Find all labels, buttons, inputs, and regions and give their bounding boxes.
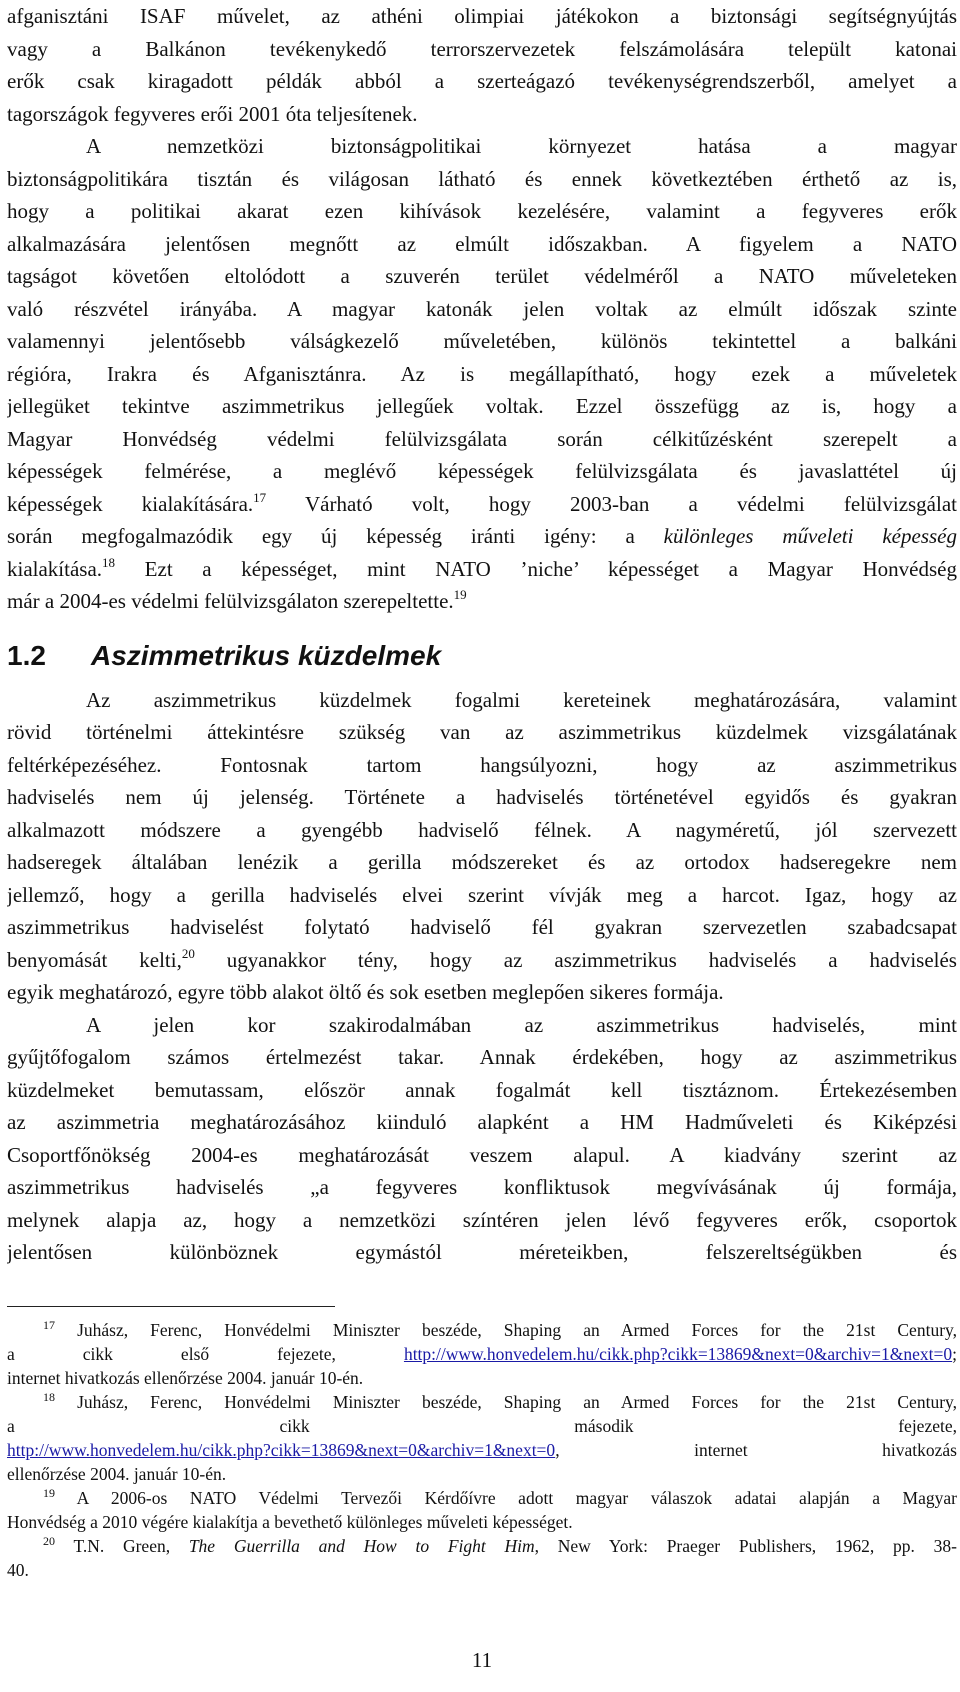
footnote-number: 20 — [43, 1534, 55, 1548]
footnote-20 — [7, 1534, 957, 1582]
text-line: vagy a Balkánon tevékenykedő terrorszervezetek felszámolására települt katonai — [7, 36, 957, 61]
text-line: gyűjtőfogalom számos értelmezést takar. Annak érdekében, hogy az aszimmetrikus — [7, 1045, 957, 1069]
footnote-number: 17 — [43, 1318, 55, 1332]
footnote-ref-19[interactable]: 19 — [453, 587, 467, 602]
text-span: Juhász, Ferenc, Honvédelmi Miniszter beszéde, Shaping an Armed Forces for the 21st Century, — [77, 1320, 957, 1340]
text-span: Várható volt, hogy 2003-ban a védelmi felülvizsgálat — [266, 491, 957, 516]
footnote-ref-17[interactable]: 17 — [253, 489, 267, 505]
text-line: afganisztáni ISAF művelet, az athéni olimpiai játékokon a biztonsági segítségnyújtás — [7, 4, 957, 28]
text-span: a cikk első fejezete, — [7, 1344, 404, 1364]
footnote-number: 19 — [43, 1486, 55, 1500]
text-line: valamennyi jelentősebb válságkezelő műveletében, különös tekintettel a balkáni — [7, 329, 957, 353]
footnote-17 — [7, 1318, 957, 1390]
text-line: képességek felmérése, a meglévő képességek felülvizsgálata és javaslattétel új — [7, 459, 957, 483]
section-title: Aszimmetrikus küzdelmek — [91, 639, 442, 671]
footnote-link[interactable]: http://www.honvedelem.hu/cikk.php?cikk=13869&next=0&archiv=1&next=0 — [403, 1344, 953, 1364]
page-number: 11 — [471, 1648, 493, 1672]
text-line — [7, 520, 957, 553]
text-line — [7, 944, 957, 977]
text-span: A 2006-os NATO Védelmi Tervezői Kérdőívre adott magyar válaszok adatai alapján a Magyar — [76, 1488, 957, 1508]
text-line: alkalmazására jelentősen megnőtt az elmúlt időszakban. A figyelem a NATO — [7, 231, 957, 256]
text-line: jelentősen különböznek egymástól méreteikben, felszereltségükben és — [7, 1240, 957, 1264]
footnote-ref-20[interactable]: 20 — [181, 945, 195, 961]
text-span: kialakítása. — [7, 556, 103, 581]
text-line: melynek alapja az, hogy a nemzetközi színtéren jelen lévő fegyveres erők, csoportok — [7, 1207, 957, 1232]
text-line: tagországok fegyveres erői 2001 óta teljesítenek. — [7, 101, 418, 126]
footnote-line — [7, 1342, 957, 1366]
text-line: tagságot követően eltolódott a szuverén terület védelméről a NATO műveleteken — [7, 264, 957, 288]
emphasis-text: különleges műveleti képesség — [663, 524, 957, 548]
text-line: rövid történelmi áttekintésre szükség van az aszimmetrikus küzdelmek vizsgálatának — [7, 720, 957, 744]
text-span: benyomását kelti, — [7, 947, 182, 972]
text-line: Magyar Honvédség védelmi felülvizsgálata során célkitűzésként szerepelt a — [7, 426, 957, 451]
text-span: ; — [952, 1344, 957, 1364]
text-line: Az aszimmetrikus küzdelmek fogalmi kereteinek meghatározására, valamint — [86, 687, 957, 712]
footnote-line: Honvédség a 2010 végére kialakítja a bevethető különleges műveleti képességet. — [7, 1512, 573, 1532]
footnote-line — [7, 1438, 957, 1462]
text-line: jellegüket tekintve aszimmetrikus jellegűek voltak. Ezzel összefügg az is, hogy a — [7, 394, 957, 418]
text-span: képességek kialakítására. — [7, 491, 254, 516]
footnote-line: a cikk második fejezete, — [7, 1416, 957, 1436]
footnote-line: 40. — [7, 1560, 29, 1580]
footnote-line: ellenőrzése 2004. január 10-én. — [7, 1464, 227, 1484]
footnotes — [7, 1318, 957, 1582]
text-span: , New York: Praeger Publishers, 1962, pp. 38- — [534, 1536, 957, 1556]
text-line: aszimmetrikus hadviselés „a fegyveres konfliktusok megvívásának új formája, — [7, 1175, 957, 1199]
book-title: The Guerrilla and How to Fight Him — [188, 1536, 535, 1556]
text-span: során megfogalmazódik egy új képesség iránti igény: a — [7, 524, 664, 548]
text-span: T.N. Green, — [73, 1536, 189, 1556]
footnote-18 — [7, 1390, 957, 1486]
text-line: hadviselés nem új jelenség. Története a hadviselés történetével egyidős és gyakran — [7, 785, 957, 809]
footnote-line: internet hivatkozás ellenőrzése 2004. január 10-én. — [7, 1368, 364, 1388]
text-line: hogy a politikai akarat ezen kihívások kezelésére, valamint a fegyveres erők — [7, 199, 957, 223]
text-line: biztonságpolitikára tisztán és világosan látható és ennek következtében érthető az is, — [7, 166, 957, 191]
text-line: régióra, Irakra és Afganisztánra. Az is megállapítható, hogy ezek a műveletek — [7, 361, 957, 386]
text-line: feltérképezéséhez. Fontosnak tartom hangsúlyozni, hogy az aszimmetrikus — [7, 752, 957, 777]
text-span: Ezt a képességet, mint NATO ’niche’ képességet a Magyar Honvédség — [115, 556, 957, 581]
footnote-19 — [7, 1486, 957, 1534]
text-line: erők csak kiragadott példák abból a szerteágazó tevékenységrendszerből, amelyet a — [7, 69, 957, 93]
text-line: Csoportfőnökség 2004-es meghatározását veszem alapul. A kiadvány szerint az — [7, 1142, 957, 1167]
text-line: A nemzetközi biztonságpolitikai környezet hatása a magyar — [86, 134, 957, 158]
document-page — [7, 0, 957, 1672]
text-span: , internet hivatkozás — [555, 1440, 957, 1460]
text-line: aszimmetrikus hadviselést folytató hadviselő fél gyakran szervezetlen szabadcsapat — [7, 915, 957, 939]
footnote-link[interactable]: http://www.honvedelem.hu/cikk.php?cikk=13869&next=0&archiv=1&next=0 — [7, 1440, 556, 1460]
text-line — [7, 488, 957, 521]
text-span: ugyanakkor tény, hogy az aszimmetrikus hadviselés a hadviselés — [194, 947, 957, 972]
text-line: küzdelmeket bemutassam, először annak fogalmát kell tisztáznom. Értekezésemben — [7, 1077, 957, 1102]
paragraph-1 — [7, 0, 957, 130]
text-line: jellemző, hogy a gerilla hadviselés elvei szerint vívják meg a harcot. Igaz, hogy az — [7, 882, 957, 907]
section-number: 1.2 — [7, 639, 46, 671]
paragraph-4 — [7, 1009, 957, 1269]
text-line: való részvétel irányába. A magyar katonák jelen voltak az elmúlt időszak szinte — [7, 296, 957, 321]
text-line — [7, 553, 957, 586]
footnote-line — [7, 1534, 957, 1558]
footnote-line — [7, 1390, 957, 1414]
text-line: alkalmazott módszere a gyengébb hadviselő félnek. A nagyméretű, jól szervezett — [7, 817, 957, 842]
footnote-line — [7, 1318, 957, 1342]
text-span: Juhász, Ferenc, Honvédelmi Miniszter beszéde, Shaping an Armed Forces for the 21st Century, — [77, 1392, 957, 1412]
paragraph-3 — [7, 684, 957, 1009]
section-heading — [7, 638, 957, 674]
text-line: egyik meghatározó, egyre több alakot öltő és sok esetben meglepően sikeres formája. — [7, 980, 724, 1004]
footnote-separator — [7, 1306, 335, 1307]
paragraph-2 — [7, 130, 957, 618]
text-line: hadseregek általában lenézik a gerilla módszereket és az ortodox hadseregekre nem — [7, 850, 957, 874]
text-line: az aszimmetria meghatározásához kiinduló alapként a HM Hadműveleti és Kiképzési — [7, 1110, 957, 1134]
text-line — [7, 585, 957, 618]
footnote-line — [7, 1486, 957, 1510]
body-text — [7, 0, 957, 1269]
text-line: A jelen kor szakirodalmában az aszimmetrikus hadviselés, mint — [86, 1012, 957, 1037]
text-span: már a 2004-es védelmi felülvizsgálaton szerepeltette. — [7, 589, 454, 613]
footnote-number: 18 — [43, 1390, 55, 1404]
footnote-ref-18[interactable]: 18 — [102, 554, 116, 570]
